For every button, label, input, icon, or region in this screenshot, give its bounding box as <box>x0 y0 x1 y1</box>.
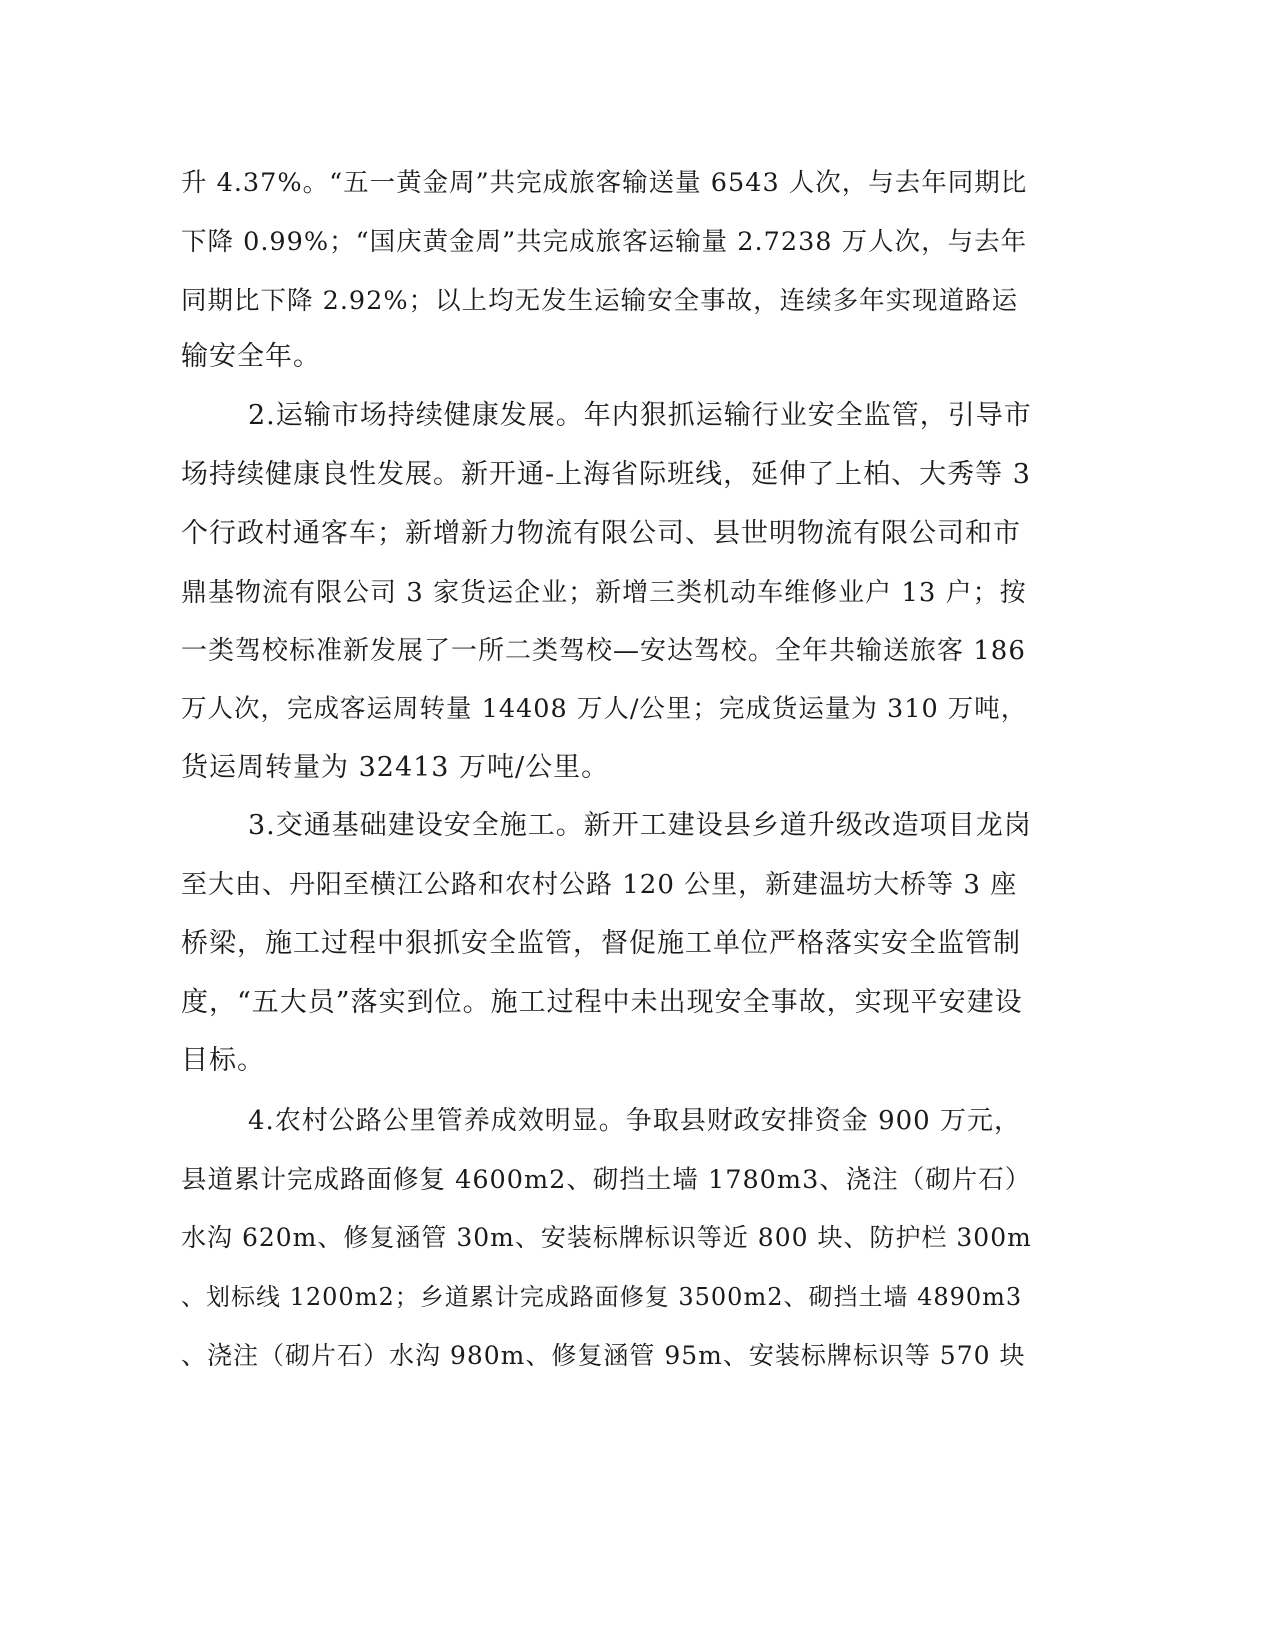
text-line: 个行政村通客车；新增新力物流有限公司、县世明物流有限公司和市 <box>181 518 1021 549</box>
paragraph-heading-line: 3.交通基础建设安全施工。新开工建设县乡道升级改造项目龙岗 <box>248 810 1032 841</box>
text-line: 、划标线 1200m2；乡道累计完成路面修复 3500m2、砌挡土墙 4890m3 <box>181 1283 1023 1311</box>
paragraph-heading-line: 4.农村公路公里管养成效明显。争取县财政安排资金 900 万元， <box>248 1106 1021 1136</box>
text-line: 货运周转量为 32413 万吨/公里。 <box>181 752 610 783</box>
text-line: 、浇注（砌片石）水沟 980m、修复涵管 95m、安装标牌标识等 570 块 <box>181 1341 1026 1370</box>
text-line: 县道累计完成路面修复 4600m2、砌挡土墙 1780m3、浇注（砌片石） <box>181 1165 1032 1195</box>
paragraph-heading-line: 2.运输市场持续健康发展。年内狠抓运输行业安全监管，引导市 <box>248 400 1032 431</box>
text-line: 鼎基物流有限公司 3 家货运企业；新增三类机动车维修业户 13 户；按 <box>181 578 1027 608</box>
text-line: 输安全年。 <box>181 341 321 372</box>
text-line: 同期比下降 2.92%；以上均无发生运输安全事故，连续多年实现道路运 <box>181 286 1019 316</box>
text-line: 桥梁，施工过程中狠抓安全监管，督促施工单位严格落实安全监管制 <box>181 928 1021 959</box>
text-line: 水沟 620m、修复涵管 30m、安装标牌标识等近 800 块、防护栏 300m <box>181 1223 1032 1252</box>
text-line: 度，“五大员”落实到位。施工过程中未出现安全事故，实现平安建设 <box>181 987 1023 1018</box>
text-line: 至大由、丹阳至横江公路和农村公路 120 公里，新建温坊大桥等 3 座 <box>181 870 1018 900</box>
text-line: 场持续健康良性发展。新开通-上海省际班线，延伸了上柏、大秀等 3 <box>181 459 1031 490</box>
text-line: 升 4.37%。“五一黄金周”共完成旅客输送量 6543 人次，与去年同期比 <box>181 168 1028 198</box>
text-line: 一类驾校标准新发展了一所二类驾校—安达驾校。全年共输送旅客 186 <box>181 636 1026 666</box>
text-line: 下降 0.99%；“国庆黄金周”共完成旅客运输量 2.7238 万人次，与去年 <box>181 227 1028 257</box>
text-line: 万人次，完成客运周转量 14408 万人/公里；完成货运量为 310 万吨， <box>181 694 1028 724</box>
text-line: 目标。 <box>181 1045 265 1076</box>
